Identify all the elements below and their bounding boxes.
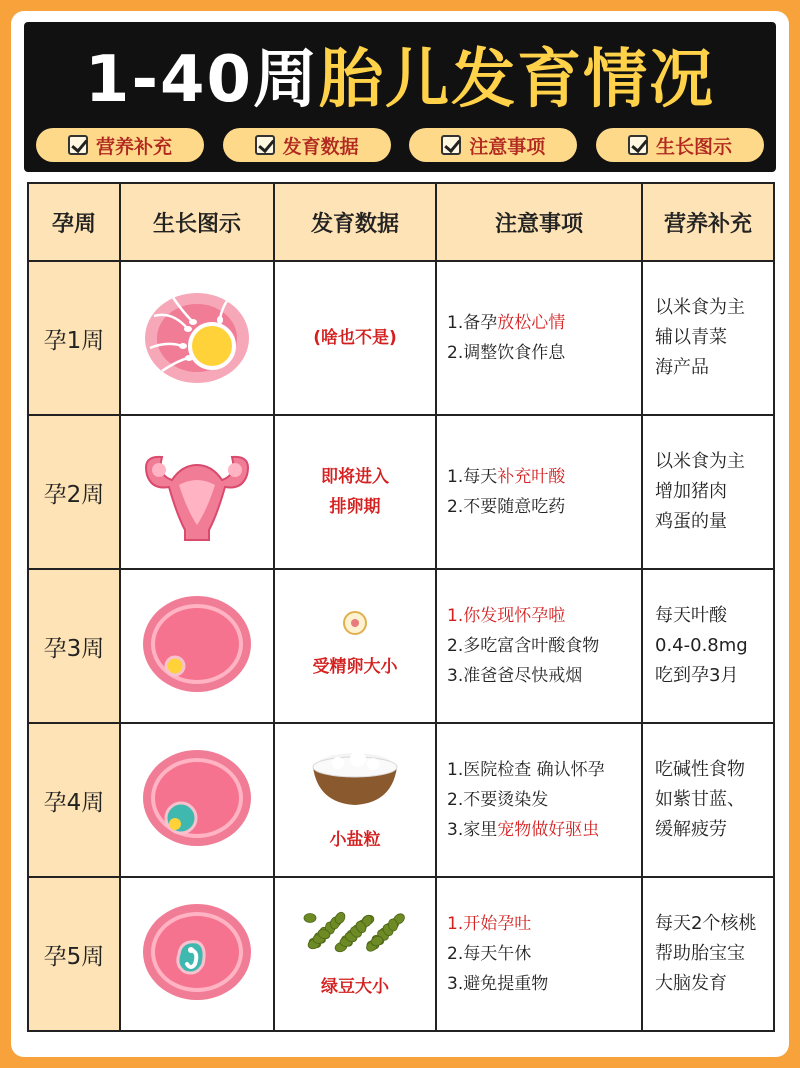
nutrition-line: 缓解疲劳 xyxy=(655,819,727,840)
nutrition-cell xyxy=(642,569,774,723)
development-data-text: 受精卵大小 xyxy=(312,657,398,677)
note-highlight: 补充叶酸 xyxy=(497,467,566,487)
note-item xyxy=(447,601,641,631)
embryo-week4-icon xyxy=(141,833,253,852)
title-part1: 1-40周 xyxy=(84,43,320,117)
table-row xyxy=(28,877,774,1031)
nutrition-line: 大脑发育 xyxy=(655,973,727,994)
note-item xyxy=(447,308,641,338)
note-text: 2.不要随意吃药 xyxy=(447,497,566,517)
note-text: 2.每天午休 xyxy=(447,944,532,964)
nutrition-line: 0.4-0.8mg xyxy=(655,635,748,656)
checkbox-icon xyxy=(441,135,461,155)
nutrition-line: 每天叶酸 xyxy=(655,605,727,626)
note-highlight: 放松心情 xyxy=(497,313,566,333)
note-highlight: 1.开始孕吐 xyxy=(447,914,532,934)
note-item xyxy=(447,338,641,368)
note-item xyxy=(447,492,641,522)
week-cell: 孕1周 xyxy=(28,261,120,415)
table-header-row xyxy=(28,183,774,261)
note-item xyxy=(447,815,641,845)
note-text: 3.准爸爸尽快戒烟 xyxy=(447,666,583,686)
tag-row xyxy=(36,128,764,162)
tag-development: 发育数据 xyxy=(223,128,391,162)
note-text: 2.调整饮食作息 xyxy=(447,343,566,363)
col-header-data: 发育数据 xyxy=(274,183,436,261)
nutrition-line: 以米食为主 xyxy=(655,451,745,472)
table-row xyxy=(28,415,774,569)
page-title xyxy=(24,42,776,118)
table-row xyxy=(28,261,774,415)
note-item xyxy=(447,631,641,661)
development-data-text: 即将进入 xyxy=(321,467,389,487)
development-data-cell xyxy=(274,723,436,877)
col-header-week: 孕周 xyxy=(28,183,120,261)
week-cell: 孕3周 xyxy=(28,569,120,723)
development-data-cell xyxy=(274,261,436,415)
uterus-icon xyxy=(137,530,257,549)
note-text: 2.不要烫染发 xyxy=(447,790,549,810)
development-table xyxy=(27,182,775,1032)
fertilized-egg-icon xyxy=(275,610,435,646)
development-data-text: (啥也不是) xyxy=(313,328,397,348)
note-item xyxy=(447,939,641,969)
development-data-text: 小盐粒 xyxy=(329,830,381,850)
week-cell: 孕5周 xyxy=(28,877,120,1031)
illustration-cell xyxy=(120,723,274,877)
notes-cell xyxy=(436,415,642,569)
col-header-notes: 注意事项 xyxy=(436,183,642,261)
nutrition-line: 海产品 xyxy=(655,357,709,378)
nutrition-line: 以米食为主 xyxy=(655,297,745,318)
nutrition-line: 增加猪肉 xyxy=(655,481,727,502)
note-item xyxy=(447,969,641,999)
notes-cell xyxy=(436,877,642,1031)
nutrition-cell xyxy=(642,261,774,415)
illustration-cell xyxy=(120,261,274,415)
note-highlight: 宠物做好驱虫 xyxy=(497,820,600,840)
note-item xyxy=(447,909,641,939)
col-header-illustration: 生长图示 xyxy=(120,183,274,261)
note-item xyxy=(447,785,641,815)
note-text: 3.避免提重物 xyxy=(447,974,549,994)
notes-cell xyxy=(436,569,642,723)
notes-cell xyxy=(436,723,642,877)
note-highlight: 1.你发现怀孕啦 xyxy=(447,606,566,626)
development-data-text: 绿豆大小 xyxy=(321,977,389,997)
nutrition-line: 鸡蛋的量 xyxy=(655,511,727,532)
embryo-week3-icon xyxy=(141,679,253,698)
col-header-nutrition: 营养补充 xyxy=(642,183,774,261)
title-part2: 胎儿发育情况 xyxy=(319,43,716,117)
nutrition-line: 辅以青菜 xyxy=(655,327,727,348)
checkbox-icon xyxy=(628,135,648,155)
nutrition-cell xyxy=(642,415,774,569)
note-item xyxy=(447,755,641,785)
illustration-cell xyxy=(120,569,274,723)
note-text: 3.家里 xyxy=(447,820,498,840)
nutrition-line: 帮助胎宝宝 xyxy=(655,943,745,964)
week-cell: 孕4周 xyxy=(28,723,120,877)
checkbox-icon xyxy=(255,135,275,155)
header-banner xyxy=(24,22,776,172)
week-cell: 孕2周 xyxy=(28,415,120,569)
sperm-egg-icon xyxy=(142,371,252,390)
nutrition-cell xyxy=(642,877,774,1031)
nutrition-line: 每天2个核桃 xyxy=(655,913,757,934)
tag-illustration: 生长图示 xyxy=(596,128,764,162)
nutrition-line: 如紫甘蓝、 xyxy=(655,789,745,810)
development-data-cell xyxy=(274,877,436,1031)
table-row xyxy=(28,723,774,877)
note-text: 1.医院检查 确认怀孕 xyxy=(447,760,605,780)
development-data-text: 排卵期 xyxy=(329,497,381,517)
illustration-cell xyxy=(120,877,274,1031)
nutrition-line: 吃碱性食物 xyxy=(655,759,745,780)
illustration-cell xyxy=(120,415,274,569)
nutrition-line: 吃到孕3月 xyxy=(655,665,739,686)
note-text: 1.每天 xyxy=(447,467,498,487)
table-row xyxy=(28,569,774,723)
tag-nutrition: 营养补充 xyxy=(36,128,204,162)
salt-bowl-icon xyxy=(275,745,435,819)
checkbox-icon xyxy=(68,135,88,155)
mung-beans-icon xyxy=(275,906,435,966)
note-item xyxy=(447,462,641,492)
note-text: 1.备孕 xyxy=(447,313,498,333)
development-data-cell xyxy=(274,569,436,723)
tag-notes: 注意事项 xyxy=(409,128,577,162)
embryo-week5-icon xyxy=(141,987,253,1006)
nutrition-cell xyxy=(642,723,774,877)
note-item xyxy=(447,661,641,691)
note-text: 2.多吃富含叶酸食物 xyxy=(447,636,600,656)
notes-cell xyxy=(436,261,642,415)
development-data-cell xyxy=(274,415,436,569)
